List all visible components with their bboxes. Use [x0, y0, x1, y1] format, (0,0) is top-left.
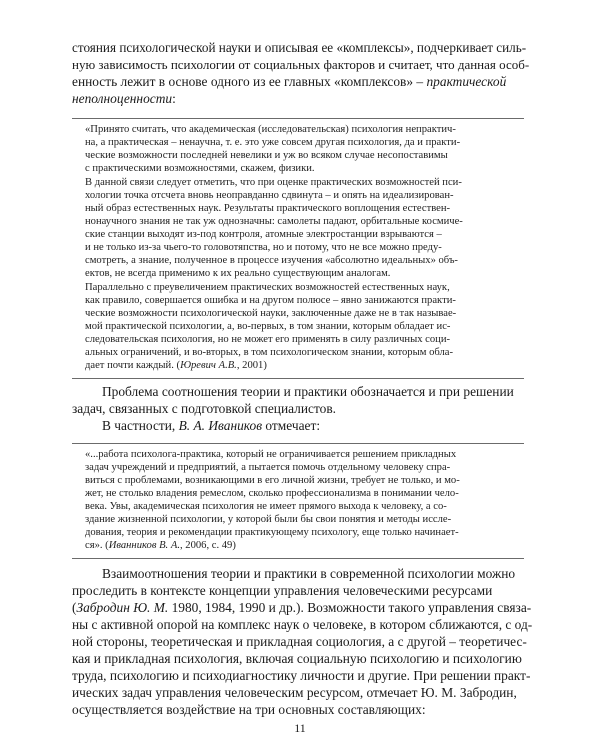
- closing-line-1: Взаимоотношения теории и практики в современной психологии можно: [102, 566, 516, 581]
- quote2-bottom-rule: [72, 558, 524, 559]
- quote1-line: следовательская психология, но не может его применять в силу различных соци-: [85, 334, 451, 345]
- quote1-line: нонаучного знания не так уж однозначны: самолеты падают, орбитальные космиче-: [85, 216, 463, 227]
- intro-emphasis-1: практической: [426, 74, 507, 89]
- quote1-line: мой практической психологии, а, во-первых, в том знании, которым обладает ис-: [85, 321, 451, 332]
- quote2-last-text: ся». (: [85, 540, 109, 551]
- closing-line-3: [72, 600, 531, 615]
- quote1-line: ческие возможности последней невелики и уж во всяком случае несопоставимы: [85, 150, 448, 161]
- intro-end-punct: :: [172, 91, 176, 106]
- page-number: 11: [294, 721, 306, 735]
- quote2-citation-line: [85, 540, 236, 552]
- quote2-line: «...работа психолога-практика, который не ограничивается решением прикладных: [85, 449, 457, 460]
- closing-line-2: проследить в контексте концепции управления человеческими ресурсами: [72, 583, 493, 598]
- quote1-bottom-rule: [72, 378, 524, 379]
- intro-line-3-text: енность лежит в основе одного из ее главных «комплексов» –: [72, 74, 427, 89]
- closing-citation-author: Забродин Ю. М.: [76, 600, 169, 615]
- middle-intro-prefix: В частности,: [102, 418, 179, 433]
- quote1-citation-tail: , 2001): [236, 360, 267, 371]
- quote1-line: ный образ естественных наук. Результаты практического воплощения естествен-: [85, 203, 451, 214]
- quote1-line: В данной связи следует отметить, что при оценке практических возможностей пси-: [85, 177, 462, 188]
- quote2-line: дования, теория и рекомендации практикующему психологу, еще только начинает-: [85, 527, 459, 538]
- middle-intro-author: В. А. Иваников: [178, 418, 263, 433]
- quote2-line: здание жизненной психологии, у которой были бы свои понятия и методы иссле-: [85, 514, 452, 525]
- middle-line-2: задач, связанных с подготовкой специалистов.: [72, 401, 336, 416]
- quote1-line: «Принято считать, что академическая (исследовательская) психология непрактич-: [85, 124, 456, 135]
- intro-line-2: ную зависимость психологии от социальных факторов и считает, что данная особ-: [72, 57, 530, 72]
- closing-line: ны с активной опорой на комплекс наук о человеке, в котором сближаются, с од-: [72, 617, 533, 632]
- intro-emphasis-2: неполноценности: [72, 91, 173, 106]
- quote1-line: хологии точка отсчета вновь неоправданно сдвинута – и опять на идеализирован-: [85, 190, 454, 201]
- closing-line: кая и прикладная психология, включая социальную психологию и психологию: [72, 651, 522, 666]
- middle-line-1: Проблема соотношения теории и практики обозначается и при решении: [102, 384, 514, 399]
- intro-line-1: стояния психологической науки и описывая ее «комплексы», подчеркивает силь-: [72, 40, 527, 55]
- closing-line-3-suffix: 1980, 1984, 1990 и др.). Возможности такого управления связа-: [168, 600, 532, 615]
- quote2-line: виться с проблемами, возникающими в его личной жизни, требует не только, и мо-: [85, 475, 460, 486]
- quote2-top-rule: [72, 443, 524, 444]
- closing-line-3-prefix: (: [72, 600, 77, 615]
- quote1-line: с практическими возможностями, скажем, физики.: [85, 163, 315, 174]
- quote1-line: альных ограничений, и во-вторых, в том психологическом знании, которым обла-: [85, 347, 454, 358]
- intro-line-4: [72, 91, 176, 106]
- quote2-citation-author: Иванников В. А.: [108, 540, 180, 551]
- quote1-line: на, а практическая – ненаучна, т. е. это уже совсем другая психология, да и практи-: [85, 137, 461, 148]
- intro-line-3: [72, 74, 506, 89]
- quote1-line: смотреть, а знание, полученное в процессе изучения «абсолютно идеальных» объ-: [85, 255, 458, 266]
- quote1-last-text: дает почти каждый. (: [85, 360, 181, 371]
- closing-line: труда, психологию и психодиагностику личности и другие. При решении практ-: [72, 668, 531, 683]
- quote1-line: как правило, совершается ошибка и на другом полюсе – явно занижаются практи-: [85, 295, 456, 306]
- quote2-citation-tail: , 2006, с. 49): [179, 540, 236, 551]
- closing-line: ических задач управления человеческим ресурсом, отмечает Ю. М. Забродин,: [72, 685, 517, 700]
- closing-line: ной стороны, теоретическая и прикладная социология, а с другой – теоретичес-: [72, 634, 527, 649]
- quote2-line: века. Увы, академическая психология не имеет прямого выхода к человеку, а со-: [85, 501, 447, 512]
- quote1-line: ческие возможности психологической науки, заключенные даже не в так называе-: [85, 308, 457, 319]
- quote1-citation-line: [85, 360, 267, 372]
- quote2-line: задач учреждений и предприятий, а пытается помочь отдельному человеку спра-: [85, 462, 451, 473]
- closing-line: осуществляется воздействие на три основных составляющих:: [72, 702, 426, 717]
- middle-intro-suffix: отмечает:: [262, 418, 321, 433]
- quote2-line: жет, не столько владения ремеслом, сколько профессионализма в понимании чело-: [85, 488, 459, 499]
- quote1-citation-author: Юревич А.В.: [180, 360, 237, 371]
- quote1-line: Параллельно с преувеличением практических возможностей естественных наук,: [85, 282, 450, 293]
- quote1-line: ские станции выходят из-под контроля, атомные электростанции взрываются –: [85, 229, 442, 240]
- quote1-line: ектов, не всегда применимо к их реально существующим аналогам.: [85, 268, 391, 279]
- middle-intro-line: [102, 418, 320, 433]
- quote1-top-rule: [72, 118, 524, 119]
- quote1-line: и не только из-за чьего-то головотяпства, но и потому, что не все можно преду-: [85, 242, 442, 253]
